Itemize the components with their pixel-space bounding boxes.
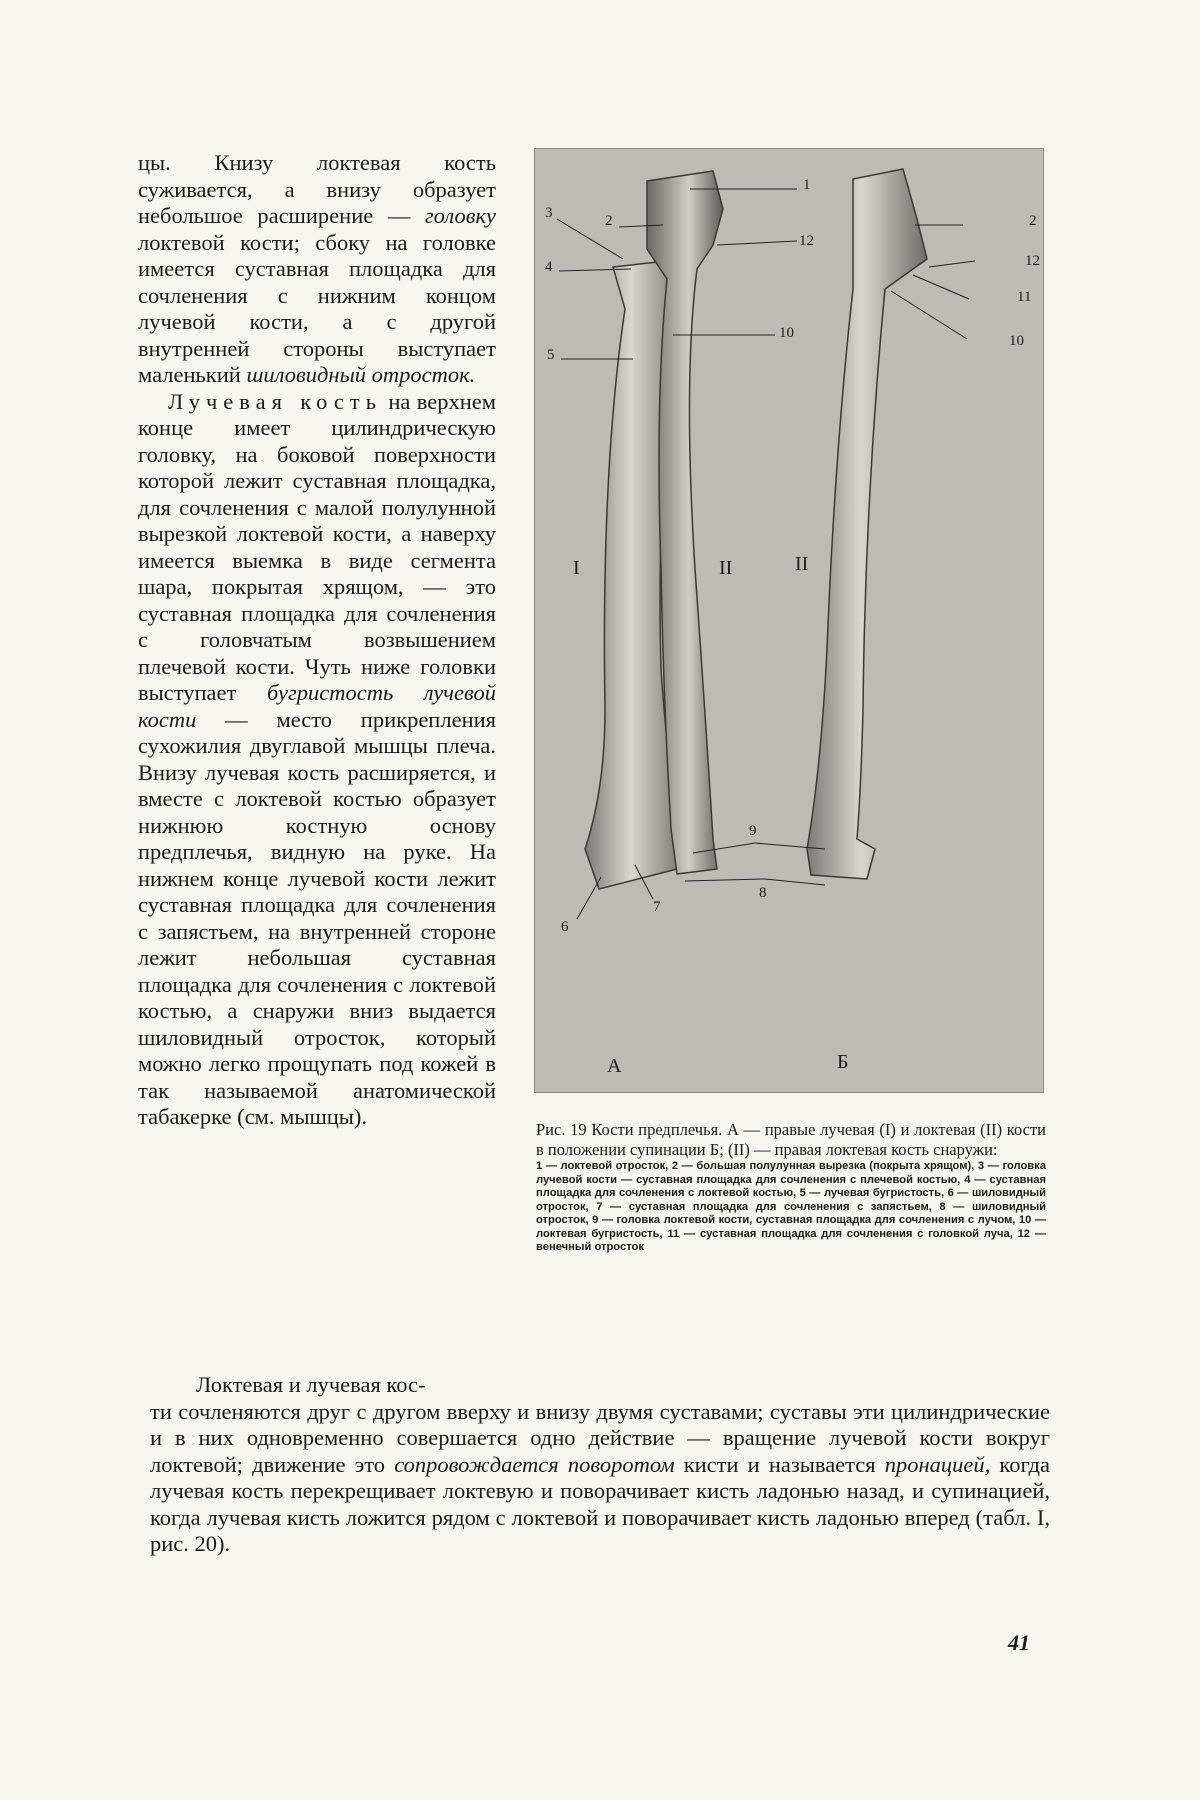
label-10b: 10 [1009, 333, 1024, 349]
figure-caption [536, 1120, 1046, 1255]
term-styloid: шиловидный отросток. [246, 362, 476, 387]
caption-legend: 1 — локтевой отросток, 2 — большая полулунная вырезка (покрыта хрящом), 3 — головка лучевой кости — суставная площадка для сочленения с плечевой костью, 4 — суставная площадка для сочленения с локтевой костью, 5 — лучевая бугристость, 6 — шиловидный отросток, 7 — суставная площадка для сочленения с запястьем, 8 — шиловидный отросток, 9 — головка локтевой кости, суставная площадка для сочленения с лучом, 10 — локтевая бугристость, 11 — суставная площадка для сочленения с головкой луча, 12 — венечный отросток [536, 1160, 1046, 1253]
label-roman-II-a: II [719, 557, 733, 579]
bottom-paragraph: Локтевая и лучевая кос- ти сочленяются друг с другом вверху и внизу двумя суставами; суставы эти цилиндрические и в них одновременно совершается одно действие — вращение лучевой кости вокруг локтевой; движение это сопровождается поворотом кисти и называется пронацией, когда лучевая кость перекрещивает локтевую и поворачивает кисть ладонью назад, и супинацией, когда лучевая кисть ложится рядом с локтевой и поворачивает кисть ладонью вперед (табл. I, рис. 20). [150, 1372, 1050, 1556]
label-6: 6 [561, 919, 569, 935]
label-roman-II-b: II [795, 553, 809, 575]
label-11: 11 [1017, 289, 1032, 305]
term-head: головку [424, 203, 496, 228]
term-tuberosity: бугристость лучевой кости [138, 680, 496, 732]
label-2: 2 [605, 213, 613, 229]
left-text-column [138, 150, 496, 1131]
term-rotation: сопровождается поворотом [394, 1451, 675, 1477]
label-1: 1 [803, 177, 811, 193]
label-10: 10 [779, 325, 794, 341]
paragraph-radius: Лучевая кость на верхнем конце имеет цилиндрическую головку, на боковой поверхности которой лежит суставная площадка, для сочленения с малой полулунной вырезкой локтевой кости, а наверху имеется выемка в виде сегмента шара, покрытая хрящом, — это суставная площадка для сочленения с головчатым возвышением плечевой кости. Чуть ниже головки выступает бугристость лучевой кости — место прикрепления сухожилия двуглавой мышцы плеча. Внизу лучевая кость расширяется, и вместе с локтевой костью образует нижнюю костную основу предплечья, видную на руке. На нижнем конце лучевой кости лежит суставная площадка для сочленения с запястьем, на внутренней стороне лежит небольшая суставная площадка для сочленения с локтевой костью, а снаружи вниз выдается шиловидный отросток, который можно легко прощупать под кожей в так называемой анатомической табакерке (см. мышцы). [138, 388, 496, 1129]
label-7: 7 [653, 899, 661, 915]
label-3: 3 [545, 205, 553, 221]
bones-illustration [535, 149, 1044, 1093]
label-8: 8 [759, 885, 767, 901]
forearm-bones-figure [534, 148, 1044, 1093]
caption-heading: Рис. 19 Кости предплечья. А — правые лучевая (I) и локтевая (II) кости в положении супинации Б; (II) — правая локтевая кость снаружи: [536, 1120, 1046, 1159]
page-number: 41 [1008, 1630, 1030, 1655]
ulna-bone-lateral [807, 169, 927, 879]
term-pronation: пронацией, [884, 1451, 991, 1477]
label-letter-B: Б [837, 1051, 849, 1073]
label-4: 4 [545, 259, 553, 275]
label-12b: 12 [1025, 253, 1040, 269]
term-radius: Лучевая кость [168, 388, 382, 414]
label-2b: 2 [1029, 213, 1037, 229]
label-12: 12 [799, 233, 814, 249]
label-roman-I: I [573, 557, 580, 579]
label-5: 5 [547, 347, 555, 363]
paragraph-ulna-lower: цы. Книзу локтевая кость суживается, а внизу образует небольшое расширение — головку локтевой кости; сбоку на головке имеется суставная площадка для сочленения с нижним концом лучевой кости, а с другой внутренней стороны выступает маленький шиловидный отросток. [138, 150, 496, 387]
label-letter-A: А [607, 1055, 622, 1077]
bottom-first-line: Локтевая и лучевая кос- [196, 1372, 426, 1397]
label-9: 9 [749, 823, 757, 839]
